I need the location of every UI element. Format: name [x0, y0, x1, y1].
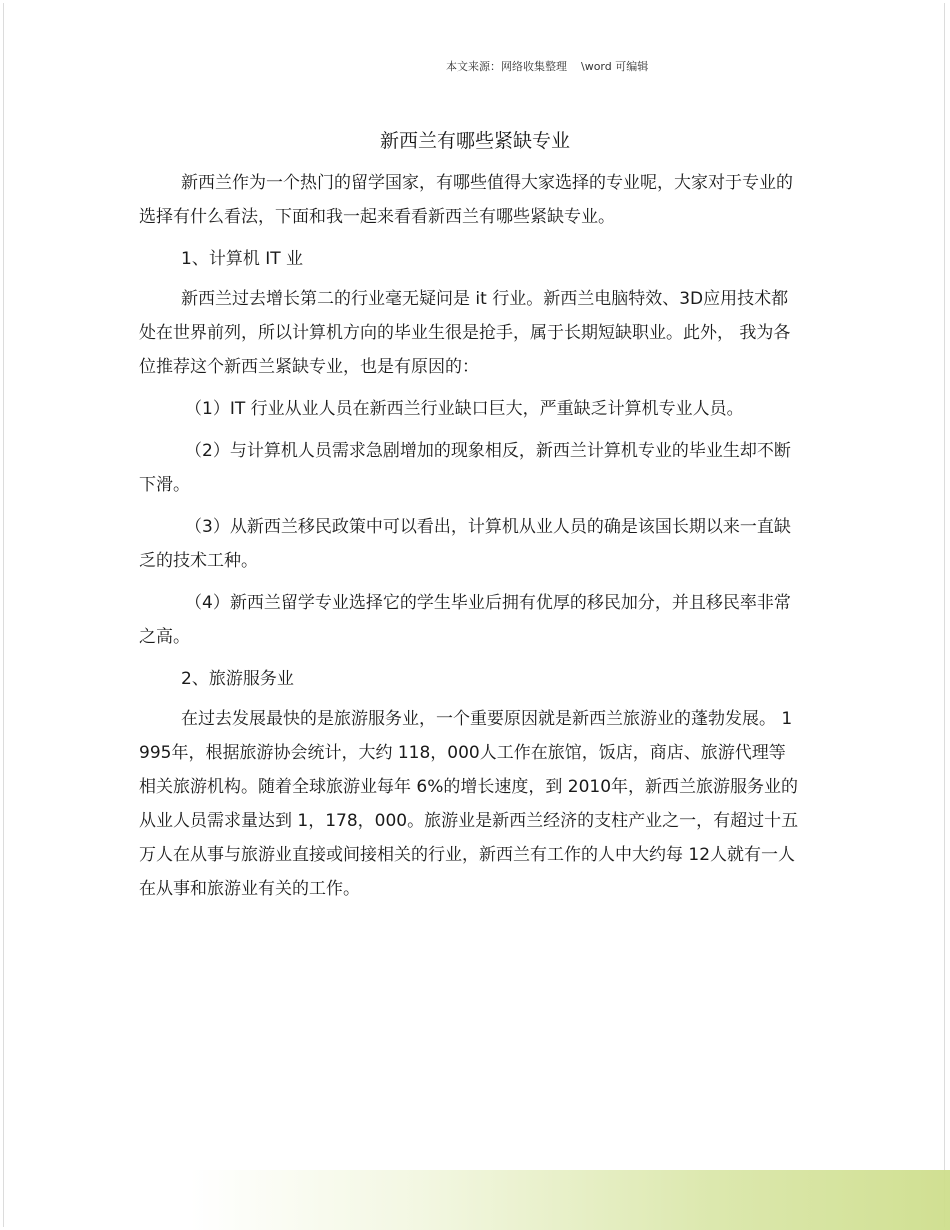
footer-decoration	[0, 1170, 950, 1230]
document-title: 新西兰有哪些紧缺专业	[379, 130, 570, 152]
source-note: 本文来源：网络收集整理 \word 可编辑	[446, 60, 649, 73]
section-body-it: 新西兰过去增长第二的行业毫无疑问是 it 行业。新西兰电脑特效、3D应用技术都处在世界前列，所以计算机方向的毕业生很是抢手，属于长期短缺职业。此外， 我为各位推荐这个新西兰紧缺专业，也是有原因的：	[139, 289, 791, 377]
reason-item-1: （1）IT 行业从业人员在新西兰行业缺口巨大，严重缺乏计算机专业人员。	[185, 399, 744, 419]
section-body-tourism: 在过去发展最快的是旅游服务业，一个重要原因就是新西兰旅游业的蓬勃发展。 1995年，根据旅游协会统计，大约 118，000人工作在旅馆，饭店，商店、旅游代理等相关旅游机构。随着全球旅游业每年 6%的增长速度，到 2010年，新西兰旅游服务业的从业人员需求量达到 1，178，000。旅游业是新西兰经济的支柱产业之一，有超过十五万人在从事与旅游业直接或间接相关的行业，新西兰有工作的人中大约每 12人就有一人在从事和旅游业有关的工作。	[139, 709, 799, 899]
reason-item-3: （3）从新西兰移民政策中可以看出，计算机从业人员的确是该国长期以来一直缺乏的技术工种。	[139, 517, 791, 571]
reason-item-2: （2）与计算机人员需求急剧增加的现象相反，新西兰计算机专业的毕业生却不断下滑。	[139, 441, 791, 495]
section-heading-tourism: 2、旅游服务业	[181, 669, 294, 689]
document-body	[139, 166, 799, 914]
reason-item-4: （4）新西兰留学专业选择它的学生毕业后拥有优厚的移民加分，并且移民率非常之高。	[139, 593, 791, 647]
intro-paragraph: 新西兰作为一个热门的留学国家，有哪些值得大家选择的专业呢，大家对于专业的选择有什么看法，下面和我一起来看看新西兰有哪些紧缺专业。	[139, 173, 793, 227]
section-heading-it: 1、计算机 IT 业	[181, 249, 304, 269]
